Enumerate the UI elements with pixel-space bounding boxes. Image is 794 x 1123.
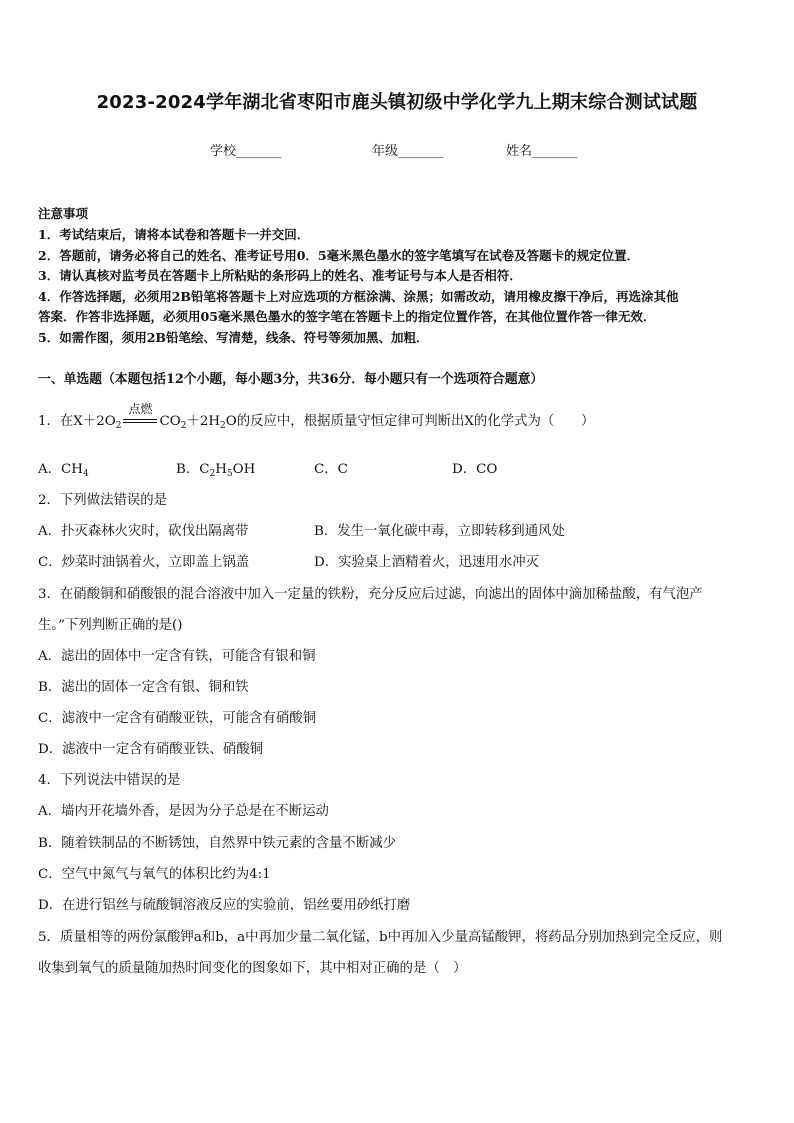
q2-option-a: A．扑灭森林火灾时，砍伐出隔离带 (38, 524, 249, 539)
notice-item: 3．请认真核对监考员在答题卡上所粘贴的条形码上的姓名、准考证号与本人是否相符． (38, 268, 522, 283)
reaction-arrow (123, 401, 157, 426)
q3-option-d: D．滤液中一定含有硝酸亚铁、硝酸铜 (38, 742, 263, 757)
page-title: 2023-2024学年湖北省枣阳市鹿头镇初级中学化学九上期末综合测试试题 (96, 92, 698, 113)
notice-item: 4．作答选择题，必须用2B铅笔将答题卡上对应选项的方框涂满、涂黑；如需改动，请用橡皮擦干净后，再选涂其他 (38, 289, 679, 304)
notice-item: 2．答题前，请务必将自己的姓名、准考证号用0．5毫米黑色墨水的签字笔填写在试卷及答题卡的规定位置． (38, 248, 640, 263)
q1-option-d: D．CO (452, 462, 498, 477)
q4-option-b: B．随着铁制品的不断锈蚀，自然界中铁元素的含量不断减少 (38, 836, 396, 851)
q1-co2-sub: 2 (180, 421, 187, 431)
q1-option-b-text: B．C (176, 462, 210, 477)
q1-o: O (225, 414, 237, 429)
question-3-stem-line1: 3．在硝酸铜和硝酸银的混合溶液中加入一定量的铁粉，充分反应后过滤，向滤出的固体中滴加稀盐酸，有气泡产 (38, 587, 703, 602)
grade-field: 年级_______ (372, 144, 444, 159)
question-1-stem (38, 401, 595, 431)
q1-option-b-sub1: 2 (209, 469, 216, 479)
q1-option-b (176, 458, 255, 479)
q4-option-c: C．空气中氮气与氧气的体积比约为4:1 (38, 867, 271, 882)
q1-h2o: ＋2H (186, 414, 221, 429)
q1-h2o-sub: 2 (220, 421, 226, 431)
q1-option-b-text3: OH (232, 462, 256, 477)
q2-option-d: D．实验桌上酒精着火，迅速用水冲灭 (314, 555, 539, 570)
q1-option-b-sub2: 5 (226, 469, 233, 479)
q1-option-b-text2: H (215, 462, 227, 477)
q4-option-d: D．在进行铝丝与硫酸铜溶液反应的实验前，铝丝要用砂纸打磨 (38, 898, 411, 913)
notice-item: 5．如需作图，须用2B铅笔绘、写清楚，线条、符号等须加黑、加粗． (38, 330, 429, 345)
q2-option-b: B．发生一氧化碳中毒，立即转移到通风处 (314, 524, 565, 539)
q3-option-b: B．滤出的固体一定含有银、铜和铁 (38, 680, 249, 695)
question-2-stem: 2．下列做法错误的是 (38, 493, 168, 508)
q1-option-c: C．C (314, 462, 348, 477)
question-5-stem-line2: 收集到氧气的质量随加热时间变化的图象如下，其中相对正确的是（ ） (38, 961, 467, 976)
reaction-condition: 点燃 (128, 401, 153, 416)
q1-o2-sub: 2 (115, 421, 122, 431)
q1-suffix: 的反应中，根据质量守恒定律可判断出X的化学式为（ ） (236, 414, 595, 429)
question-3-stem-line2: 生。”下列判断正确的是() (38, 618, 183, 633)
q4-option-a: A．墙内开花墙外香，是因为分子总是在不断运动 (38, 804, 329, 819)
q1-co2: CO (159, 414, 181, 429)
q3-option-a: A．滤出的固体中一定含有铁，可能含有银和铜 (38, 649, 316, 664)
notice-item: 1．考试结束后，请将本试卷和答题卡一并交回． (38, 227, 310, 242)
school-field: 学校_______ (210, 144, 282, 159)
q1-prefix: 1．在X＋2O (38, 414, 116, 429)
q3-option-c: C．滤液中一定含有硝酸亚铁，可能含有硝酸铜 (38, 711, 317, 726)
notice-heading: 注意事项 (38, 206, 89, 221)
q1-option-a-sub: 4 (82, 469, 89, 479)
question-5-stem-line1: 5．质量相等的两份氯酸钾a和b，a中再加少量二氧化锰，b中再加入少量高锰酸钾，将药品分别加热到完全反应，则 (38, 930, 723, 945)
notice-item: 答案．作答非选择题，必须用05毫米黑色墨水的签字笔在答题卡上的指定位置作答，在其他位置作答一律无效． (38, 309, 656, 324)
q2-option-c: C．炒菜时油锅着火，立即盖上锅盖 (38, 555, 250, 570)
section-heading: 一、单选题（本题包括12个小题，每小题3分，共36分．每小题只有一个选项符合题意） (38, 372, 544, 387)
question-4-stem: 4．下列说法中错误的是 (38, 773, 181, 788)
q1-option-a-text: A．CH (38, 462, 83, 477)
name-field: 姓名_______ (506, 144, 578, 159)
q1-option-a (38, 458, 89, 479)
